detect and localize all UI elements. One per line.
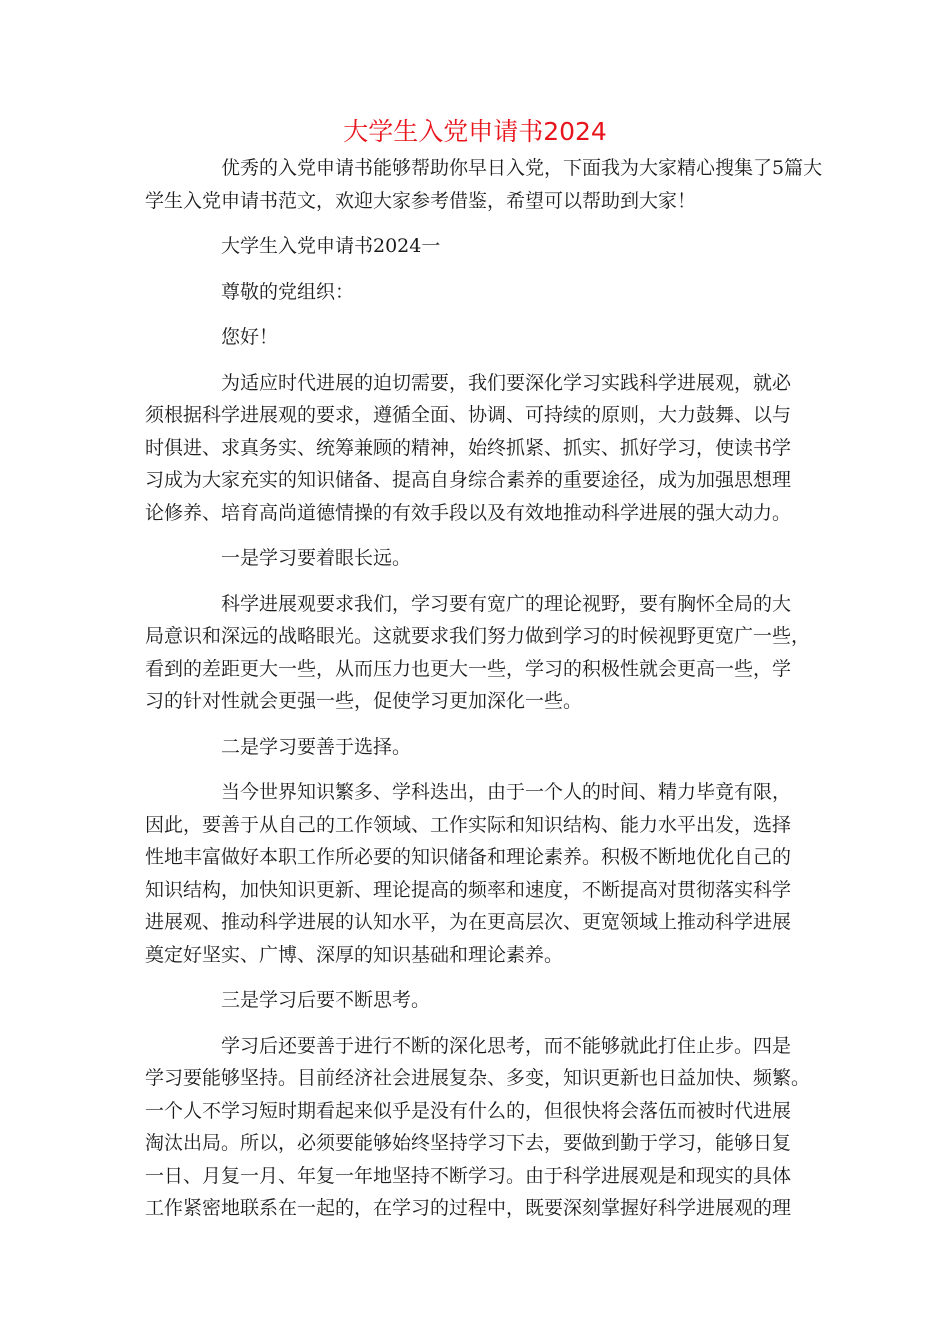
text-line: 须根据科学进展观的要求，遵循全面、协调、可持续的原则，大力鼓舞、以与 xyxy=(145,404,792,426)
text-line: 进展观、推动科学进展的认知水平，为在更高层次、更宽领域上推动科学进展 xyxy=(145,911,792,933)
document-title: 大学生入党申请书2024 xyxy=(343,117,607,146)
point-heading: 一是学习要着眼长远。 xyxy=(221,547,412,569)
text-line: 科学进展观要求我们，学习要有宽广的理论视野，要有胸怀全局的大 xyxy=(221,592,792,615)
text-line: 局意识和深远的战略眼光。这就要求我们努力做到学习的时候视野更宽广一些， xyxy=(145,625,811,647)
text-line: 奠定好坚实、广博、深厚的知识基础和理论素养。 xyxy=(145,943,564,966)
text-line: 性地丰富做好本职工作所必要的知识储备和理论素养。积极不断地优化自己的 xyxy=(145,846,792,868)
text-line: 学习后还要善于进行不断的深化思考，而不能够就此打住止步。四是 xyxy=(221,1034,792,1057)
text-line: 优秀的入党申请书能够帮助你早日入党，下面我为大家精心搜集了5篇大 xyxy=(221,157,823,179)
text-line: 习的针对性就会更强一些，促使学习更加深化一些。 xyxy=(145,690,583,712)
point-heading: 三是学习后要不断思考。 xyxy=(221,989,431,1011)
text-line: 论修养、培育高尚道德情操的有效手段以及有效地推动科学进展的强大动力。 xyxy=(145,501,792,524)
point-heading: 二是学习要善于选择。 xyxy=(221,735,412,758)
text-line: 习成为大家充实的知识储备、提高自身综合素养的重要途径，成为加强思想理 xyxy=(145,469,792,491)
text-line: 淘汰出局。所以，必须要能够始终坚持学习下去，要做到勤于学习，能够日复 xyxy=(145,1132,792,1154)
text-line: 一日、月复一月、年复一年地坚持不断学习。由于科学进展观是和现实的具体 xyxy=(145,1164,792,1187)
paragraph xyxy=(145,367,805,530)
section-heading: 大学生入党申请书2024一 xyxy=(221,235,441,257)
intro-paragraph xyxy=(145,152,823,217)
text-line: 看到的差距更大一些，从而压力也更大一些，学习的积极性就会更高一些，学 xyxy=(145,657,792,680)
greeting: 您好！ xyxy=(221,326,279,348)
document-body xyxy=(145,152,823,1225)
text-line: 学习要能够坚持。目前经济社会进展复杂、多变，知识更新也日益加快、频繁。 xyxy=(145,1067,811,1089)
text-line: 知识结构，加快知识更新、理论提高的频率和速度，不断提高对贯彻落实科学 xyxy=(145,878,792,901)
text-line: 工作紧密地联系在一起的，在学习的过程中，既要深刻掌握好科学进展观的理 xyxy=(145,1197,792,1219)
paragraph xyxy=(145,776,805,971)
text-line: 学生入党申请书范文，欢迎大家参考借鉴，希望可以帮助到大家！ xyxy=(145,189,697,212)
text-line: 一个人不学习短时期看起来似乎是没有什么的，但很快将会落伍而被时代进展 xyxy=(145,1099,792,1122)
text-line: 因此，要善于从自己的工作领域、工作实际和知识结构、能力水平出发，选择 xyxy=(145,813,792,836)
salutation: 尊敬的党组织： xyxy=(221,280,355,303)
paragraph xyxy=(145,1030,811,1225)
text-line: 为适应时代进展的迫切需要，我们要深化学习实践科学进展观，就必 xyxy=(221,371,792,394)
paragraph xyxy=(145,588,811,718)
text-line: 当今世界知识繁多、学科迭出，由于一个人的时间、精力毕竟有限， xyxy=(221,781,792,803)
text-line: 时俱进、求真务实、统筹兼顾的精神，始终抓紧、抓实、抓好学习，使读书学 xyxy=(145,436,792,459)
